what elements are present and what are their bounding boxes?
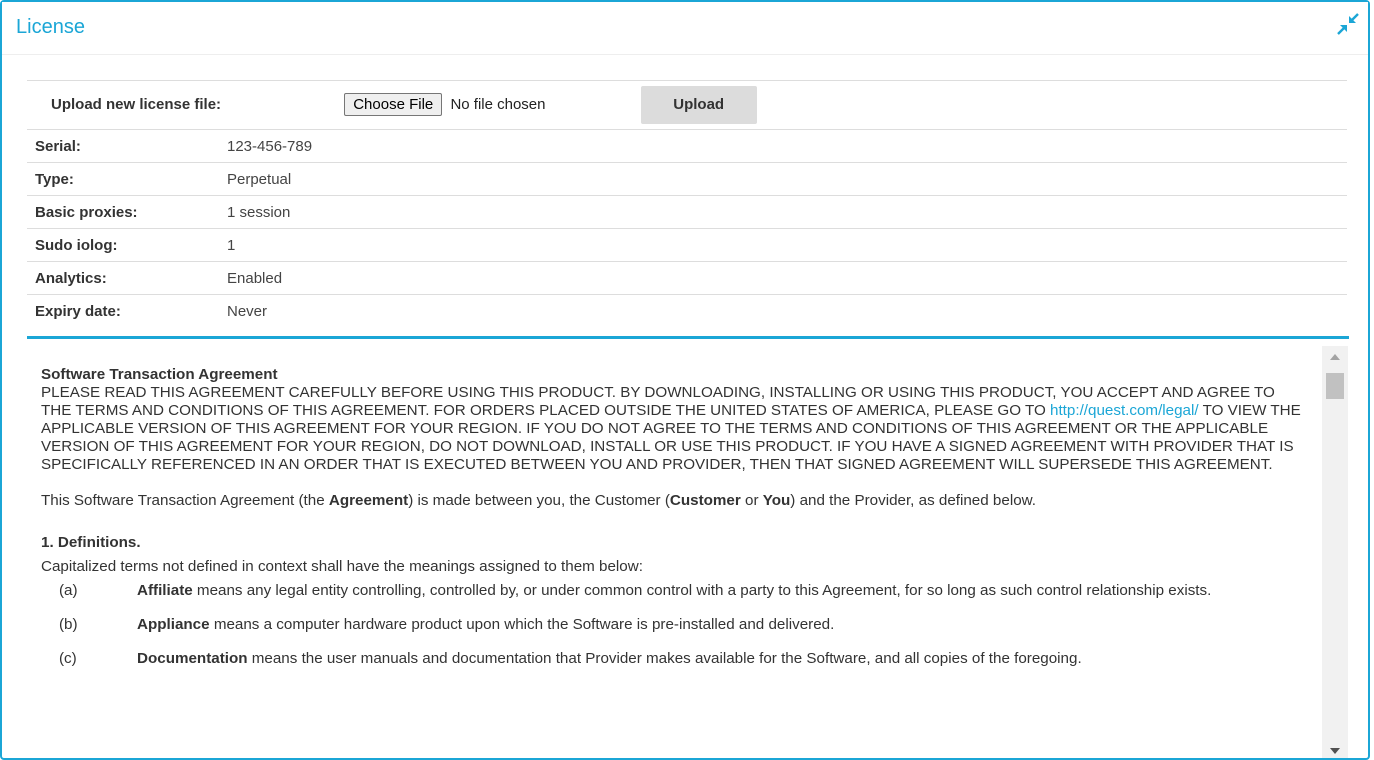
info-label: Analytics:	[27, 262, 219, 295]
agreement-title: Software Transaction Agreement	[41, 366, 278, 383]
definition-letter: (a)	[59, 582, 78, 599]
scroll-thumb[interactable]	[1326, 373, 1344, 399]
info-label: Basic proxies:	[27, 196, 219, 229]
agreement-between: This Software Transaction Agreement (the Agreement) is made between you, the Customer (Customer or You) and the Provider, as defined below.	[41, 492, 1036, 509]
panel-title: License	[16, 16, 85, 38]
info-value: 123-456-789	[219, 130, 1347, 163]
upload-label: Upload new license file:	[51, 95, 222, 113]
scroll-up-arrow-icon[interactable]	[1330, 354, 1340, 360]
definition-letter: (b)	[59, 616, 78, 633]
collapse-arrows-icon[interactable]	[1336, 12, 1360, 36]
info-label: Expiry date:	[27, 295, 219, 328]
info-label: Sudo iolog:	[27, 229, 219, 262]
info-value: 1	[219, 229, 1347, 262]
info-label: Serial:	[27, 130, 219, 163]
info-value: Never	[219, 295, 1347, 328]
legal-link[interactable]: http://quest.com/legal/	[1050, 402, 1199, 419]
info-row-analytics	[27, 262, 1347, 295]
no-file-text: No file chosen	[450, 95, 546, 113]
section-divider	[27, 336, 1349, 339]
definition-item	[41, 582, 1308, 600]
section-intro: Capitalized terms not defined in context shall have the meanings assigned to them below:	[41, 558, 643, 575]
info-value: Perpetual	[219, 163, 1347, 196]
panel-header	[2, 2, 1368, 55]
info-label: Type:	[27, 163, 219, 196]
scroll-down-arrow-icon[interactable]	[1330, 748, 1340, 754]
definition-letter: (c)	[59, 650, 77, 667]
info-row-expiry-date	[27, 295, 1347, 328]
definition-item	[41, 650, 1308, 668]
upload-row	[27, 81, 1347, 130]
definition-item	[41, 616, 1308, 634]
info-value: Enabled	[219, 262, 1347, 295]
info-row-type	[27, 163, 1347, 196]
license-info-table	[27, 80, 1347, 327]
agreement-scrollbar[interactable]	[1322, 346, 1348, 758]
info-row-serial	[27, 130, 1347, 163]
definition-text: Documentation means the user manuals and documentation that Provider makes available for the Software, and all copies of the foregoing.	[137, 650, 1082, 667]
section-title: 1. Definitions.	[41, 534, 141, 551]
info-row-basic-proxies	[27, 196, 1347, 229]
agreement-intro: PLEASE READ THIS AGREEMENT CAREFULLY BEFORE USING THIS PRODUCT. BY DOWNLOADING, INSTALLING OR USING THIS PRODUCT, YOU ACCEPT AND AGREE TO THE TERMS AND CONDITIONS OF THIS AGREEMENT. FOR ORDERS PLACED OUTSIDE THE UNITED STATES OF AMERICA, PLEASE GO TO http://quest.com/legal/ TO VIEW THE APPLICABLE VERSION OF THIS AGREEMENT FOR YOUR REGION. IF YOU DO NOT AGREE TO THE TERMS AND CONDITIONS OF THIS AGREEMENT OR THE APPLICABLE VERSION OF THIS AGREEMENT FOR YOUR REGION, DO NOT DOWNLOAD, INSTALL OR USE THIS PRODUCT. IF YOU HAVE A SIGNED AGREEMENT WITH PROVIDER THAT IS SPECIFICALLY REFERENCED IN AN ORDER THAT IS EXECUTED BETWEEN YOU AND PROVIDER, THEN THAT SIGNED AGREEMENT WILL SUPERSEDE THIS AGREEMENT.	[41, 384, 1301, 473]
agreement-text[interactable]	[27, 346, 1322, 756]
info-value: 1 session	[219, 196, 1347, 229]
info-row-sudo-iolog	[27, 229, 1347, 262]
choose-file-button[interactable]: Choose File	[344, 93, 442, 116]
definition-text: Affiliate means any legal entity controlling, controlled by, or under common control with a party to this Agreement, for so long as such control relationship exists.	[137, 582, 1212, 599]
upload-button[interactable]: Upload	[641, 86, 757, 124]
definition-text: Appliance means a computer hardware product upon which the Software is pre-installed and delivered.	[137, 616, 835, 633]
